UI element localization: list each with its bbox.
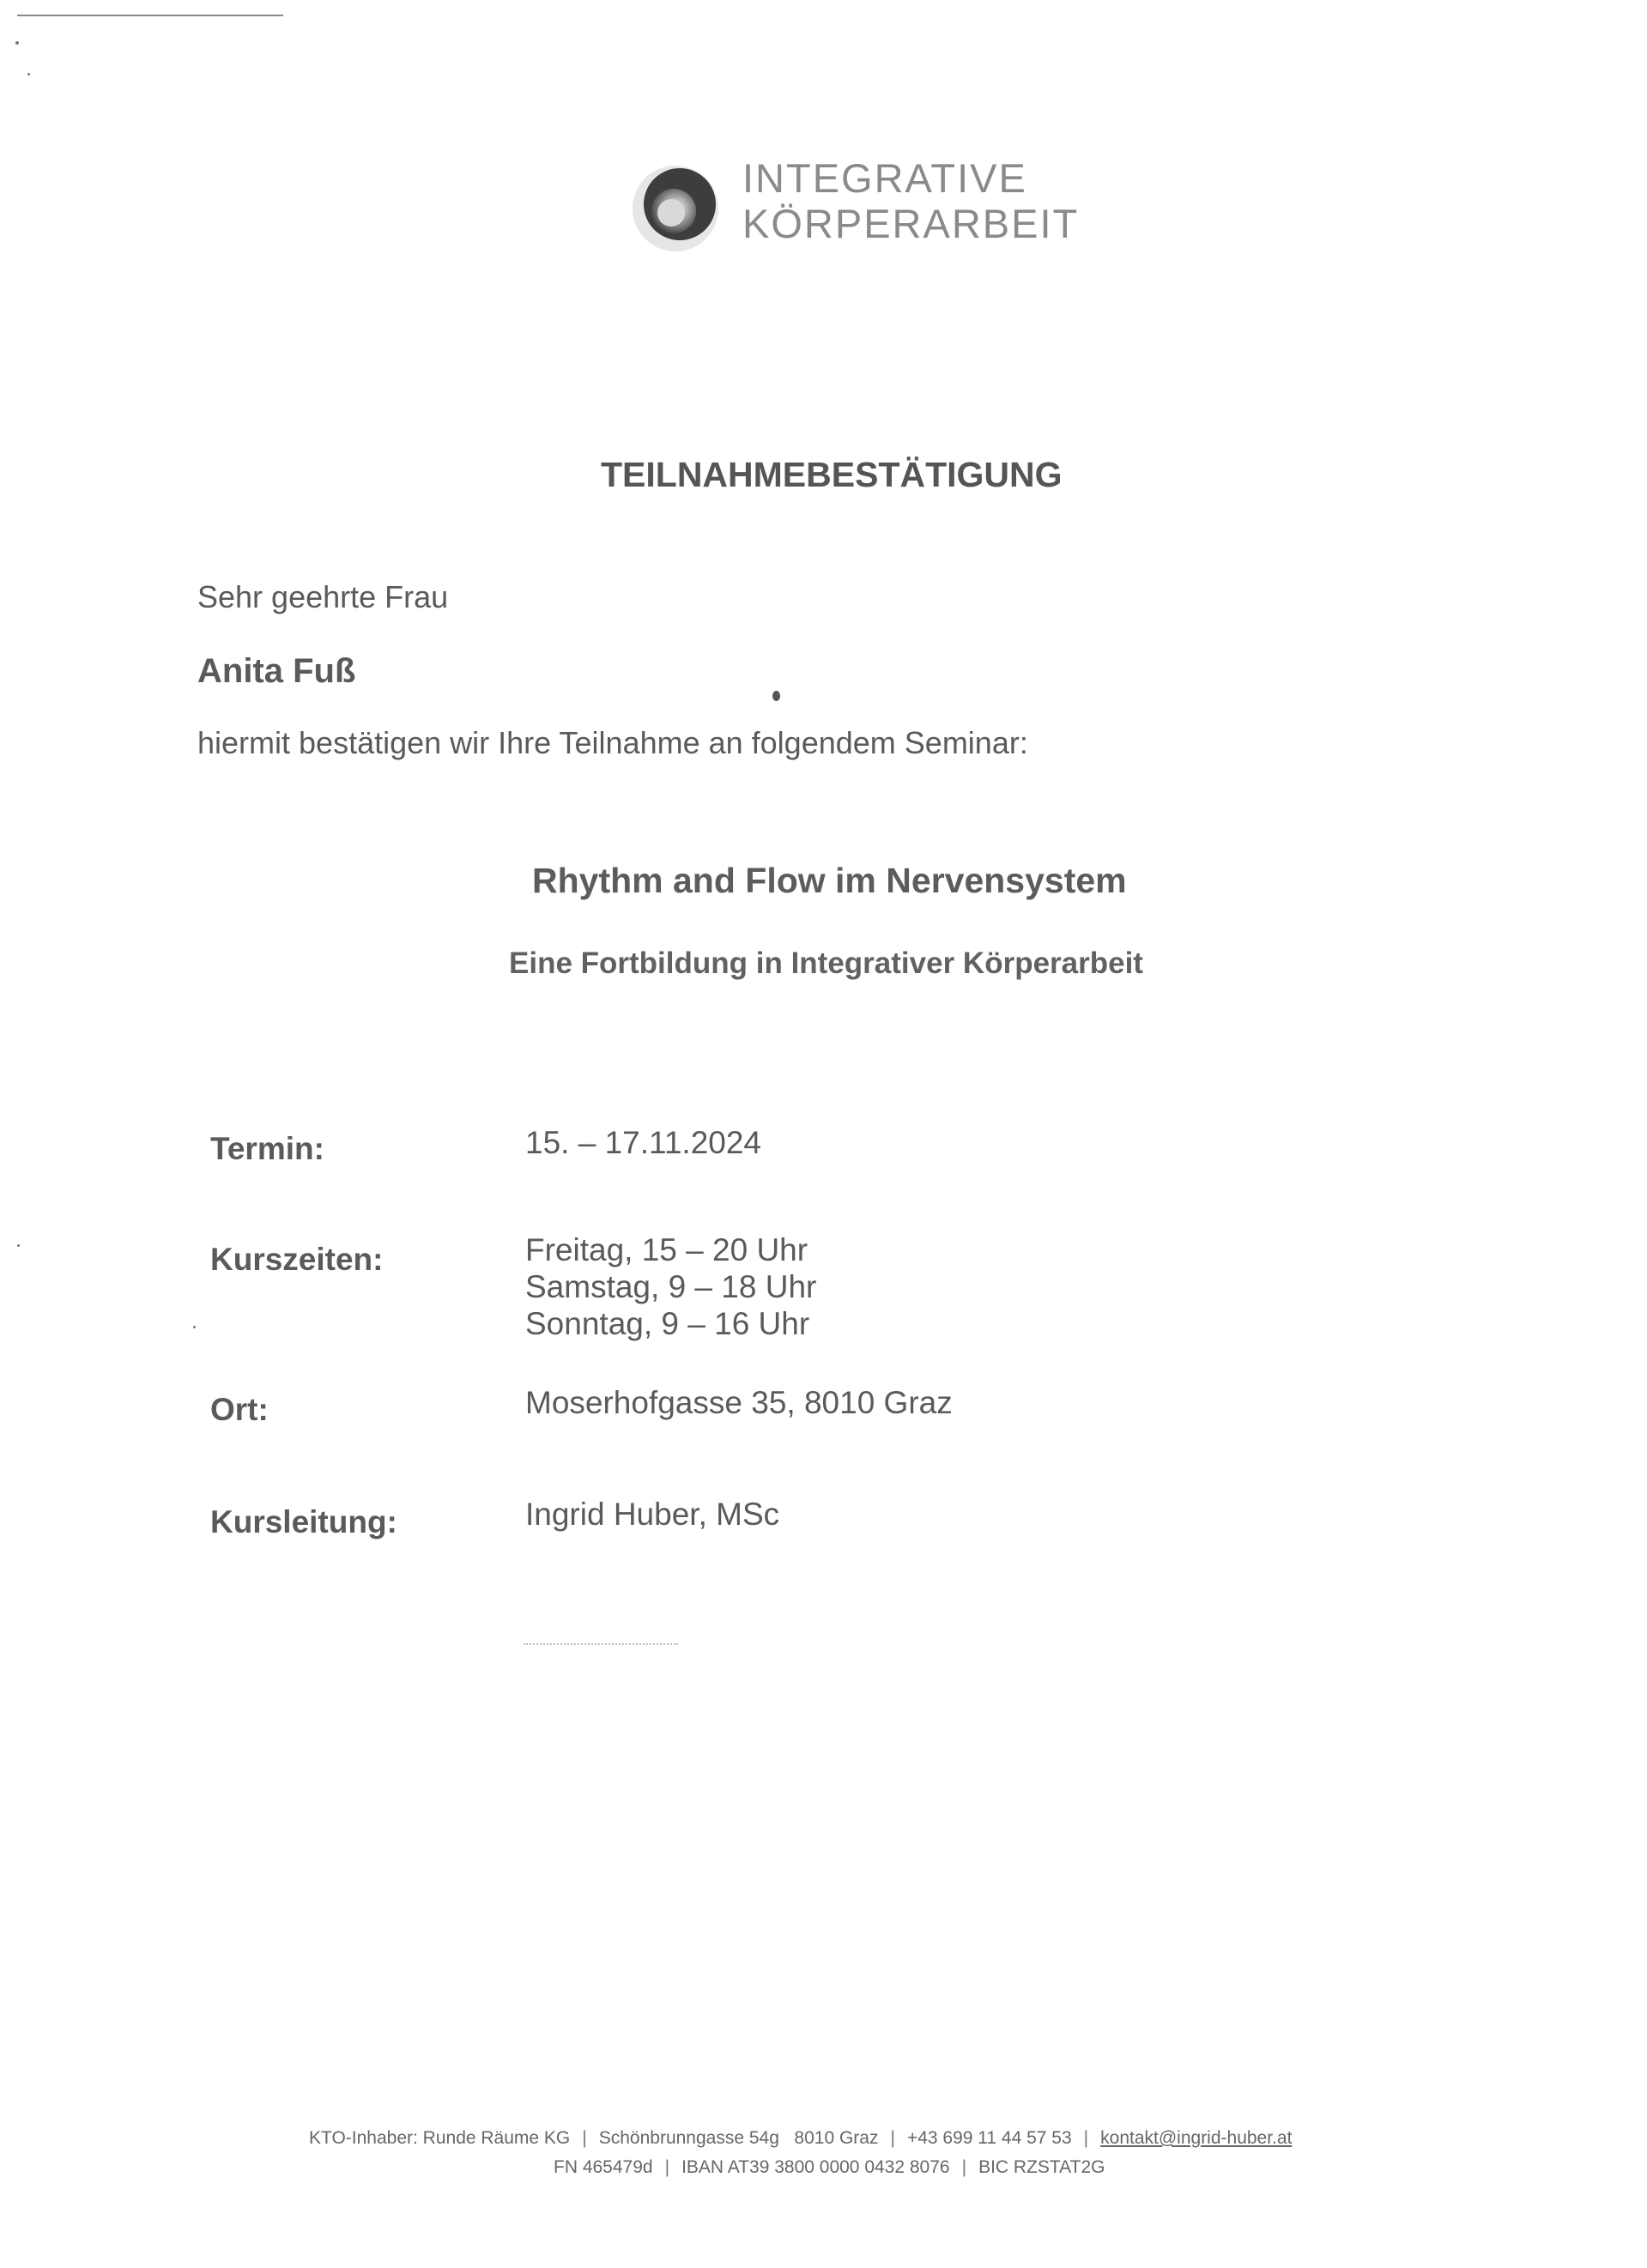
document-title: TEILNAHMEBESTÄTIGUNG (601, 455, 1063, 494)
footer-separator: | (664, 2157, 670, 2177)
kursleitung-value: Ingrid Huber, MSc (525, 1497, 780, 1532)
kurszeiten-item: Samstag, 9 – 18 Uhr (525, 1269, 817, 1304)
footer-iban: IBAN AT39 3800 0000 0432 8076 (681, 2157, 950, 2177)
salutation: Sehr geehrte Frau (197, 579, 449, 614)
kurszeiten-list (525, 1231, 816, 1342)
footer-kto-inhaber: KTO-Inhaber: Runde Räume KG (309, 2128, 571, 2148)
logo-circle-icon (627, 161, 725, 256)
footer-line-1 (309, 2128, 1292, 2149)
footer-separator: | (582, 2128, 587, 2148)
footer-fn: FN 465479d (554, 2157, 653, 2177)
footer-street: Schönbrunngasse 54g (598, 2128, 779, 2148)
scan-speck (772, 691, 780, 701)
logo-text-line1: INTEGRATIVE (742, 155, 1027, 201)
footer-separator: | (890, 2128, 895, 2148)
intro-text: hiermit bestätigen wir Ihre Teilnahme an folgendem Seminar: (197, 725, 1028, 760)
ort-value: Moserhofgasse 35, 8010 Graz (525, 1385, 953, 1420)
footer-city: 8010 Graz (794, 2128, 879, 2148)
kurszeiten-label: Kurszeiten: (210, 1242, 384, 1277)
seminar-title: Rhythm and Flow im Nervensystem (532, 861, 1127, 900)
logo-text-line2: KÖRPERARBEIT (742, 201, 1080, 246)
scan-speck (17, 1244, 20, 1247)
footer-separator: | (1083, 2128, 1089, 2148)
scan-speck (15, 41, 19, 45)
company-logo (622, 154, 1080, 257)
footer-bic: BIC RZSTAT2G (978, 2157, 1105, 2177)
termin-value: 15. – 17.11.2024 (525, 1125, 762, 1160)
ort-label: Ort: (210, 1392, 269, 1427)
scan-artifact-line (17, 15, 283, 16)
footer-line-2 (554, 2157, 1105, 2178)
recipient-name: Anita Fuß (197, 652, 356, 690)
kursleitung-label: Kursleitung: (210, 1504, 397, 1539)
termin-label: Termin: (210, 1131, 324, 1166)
footer-email-link[interactable]: kontakt@ingrid-huber.at (1100, 2128, 1293, 2148)
faded-text-artifact (524, 1643, 678, 1650)
footer-phone: +43 699 11 44 57 53 (906, 2128, 1072, 2148)
kurszeiten-item: Sonntag, 9 – 16 Uhr (525, 1306, 810, 1341)
scan-speck (193, 1326, 196, 1328)
footer-separator: | (961, 2157, 967, 2177)
seminar-subtitle: Eine Fortbildung in Integrativer Körperarbeit (509, 947, 1143, 980)
kurszeiten-item: Freitag, 15 – 20 Uhr (525, 1232, 808, 1267)
scan-speck (27, 73, 30, 76)
